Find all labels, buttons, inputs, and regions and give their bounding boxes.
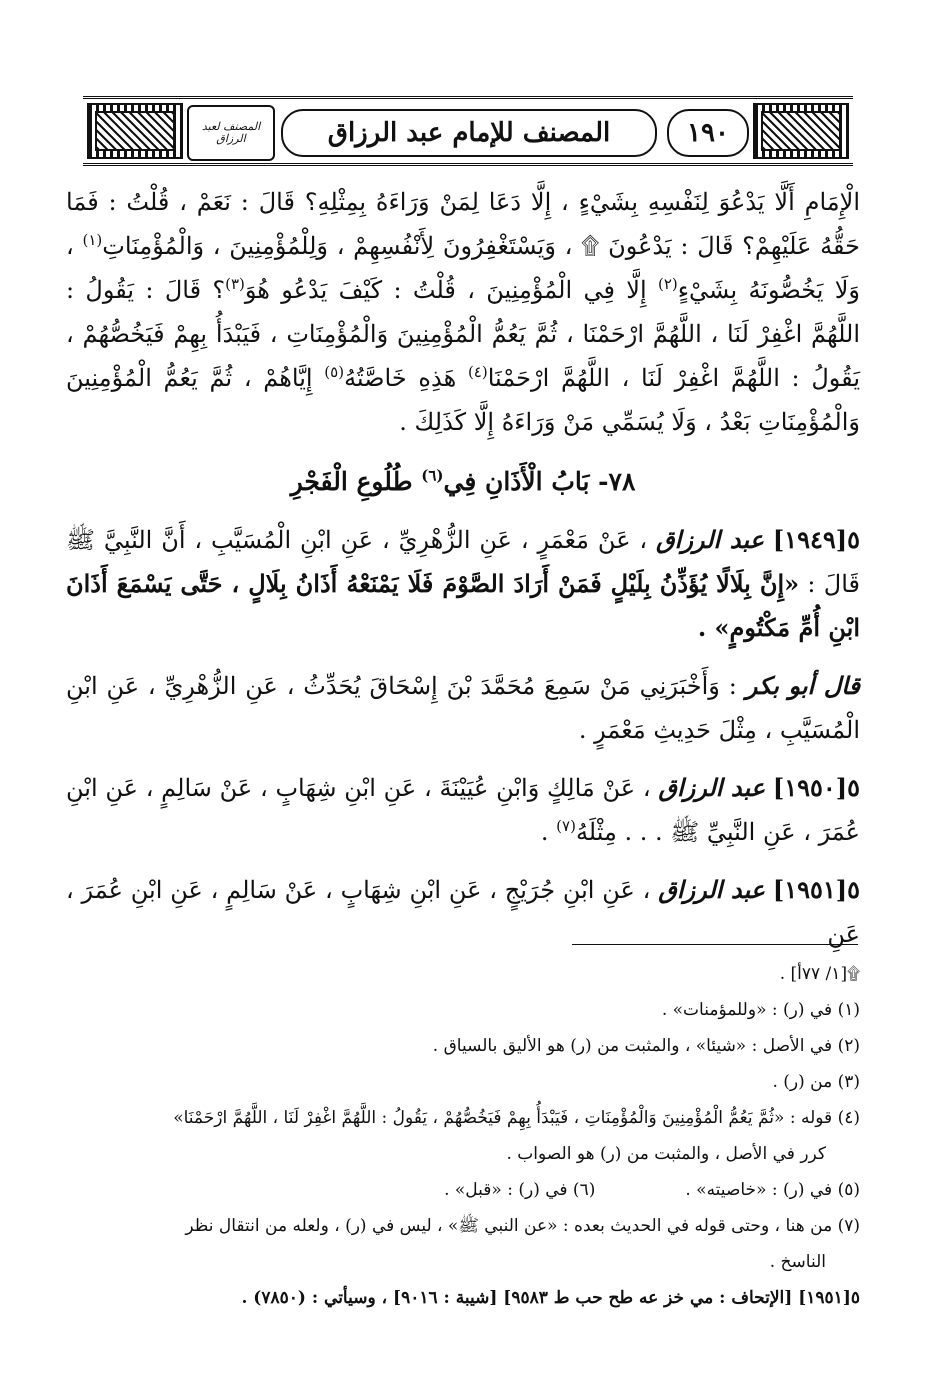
narrator: عبد الرزاق xyxy=(658,773,766,802)
hadith-number: ٥[١٩٥٠] xyxy=(772,773,860,802)
footnote-ref: (٥) xyxy=(324,363,345,381)
paragraph-continuation: الْإِمَامِ أَلَّا يَدْعُوَ لِنَفْسِهِ بِشَيْءٍ ، إِلَّا دَعَا لِمَنْ وَرَاءَهُ بِمِثْلِهِ؟ قَالَ : نَعَمْ ، قُلْتُ : فَمَا حَقُّهُ عَلَيْهِمْ؟ قَالَ : يَدْعُونَ ۩ ، وَيَسْتَغْفِرُونَ لِأَنْفُسِهِمْ ، وَلِلْمُؤْمِنِينَ ، وَالْمُؤْمِنَاتِ$^{(١)}$ ، وَلَا يَخُصُّونَهُ بِشَيْءٍ$^{(٢)}$ إِلَّا فِي الْمُؤْمِنِينَ ، قُلْتُ : كَيْفَ يَدْعُو هُوَ$^{(٣)}$؟ قَالَ : يَقُولُ : اللَّهُمَّ اغْفِرْ لَنَا ، اللَّهُمَّ ارْحَمْنَا ، ثُمَّ يَعُمُّ الْمُؤْمِنِينَ وَالْمُؤْمِنَاتِ ، فَيَبْدَأُ بِهِمْ فَيَخُصُّهُمْ ، يَقُولُ : اللَّهُمَّ اغْفِرْ لَنَا ، اللَّهُمَّ ارْحَمْنَا$^{(٤)}$ هَذِهِ خَاصَّتُهُ$^{(٥)}$ إِيَّاهُمْ ، ثُمَّ يَعُمُّ الْمُؤْمِنِينَ وَالْمُؤْمِنَاتِ بَعْدُ ، وَلَا يُسَمِّي مَنْ وَرَاءَهُ إِلَّا كَذَلِكَ . xyxy=(66,188,861,436)
footnote-7-cont: الناسخ . xyxy=(769,1252,826,1272)
footnote-ref: (١) xyxy=(82,231,103,249)
footnote-4-cont: كرر في الأصل ، والمثبت من (ر) هو الصواب . xyxy=(506,1144,826,1164)
footnote-2: (٢) في الأصل : «شيئا» ، والمثبت من (ر) هو الأليق بالسياق . xyxy=(432,1036,860,1056)
hadith-1949: ٥[١٩٤٩] عبد الرزاق ، عَنْ مَعْمَرٍ ، عَنِ الزُّهْرِيِّ ، عَنِ ابْنِ الْمُسَيَّبِ ، أَنَّ النَّبِيَّ ﷺ قَالَ : «إِنَّ بِلَالًا يُؤَذِّنُ بِلَيْلٍ فَمَنْ أَرَادَ الصَّوْمَ فَلَا يَمْنَعْهُ أَذَانُ بِلَالٍ ، حَتَّى يَسْمَعَ أَذَانَ ابْنِ أُمِّ مَكْتُومٍ» . xyxy=(66,525,860,642)
footnote-ref: (٢) xyxy=(657,275,678,293)
footnote-ref: (٧) xyxy=(556,817,576,835)
footnote-pair xyxy=(66,1172,860,1208)
chapter-heading: ٧٨- بَابُ الْأَذَانِ فِي$^{(٦)}$ طُلُوعِ الْفَجْرِ xyxy=(290,466,636,496)
ornament-right-icon xyxy=(753,103,849,159)
hadith-matn: «إِنَّ بِلَالًا يُؤَذِّنُ بِلَيْلٍ فَمَنْ أَرَادَ الصَّوْمَ فَلَا يَمْنَعْهُ أَذَانُ بِلَالٍ ، حَتَّى يَسْمَعَ أَذَانَ ابْنِ أُمِّ مَكْتُومٍ» . xyxy=(66,569,860,642)
footnote-5: (٥) في (ر) : «خاصيته» . xyxy=(685,1180,860,1200)
footnote-divider xyxy=(572,944,858,945)
folio-marker: ۩[١/ ٧٧أ] . xyxy=(779,964,860,984)
footnote-ref: (٤) xyxy=(467,363,488,381)
running-title: المصنف للإمام عبد الرزاق xyxy=(281,109,657,157)
footnote-6: (٦) في (ر) : «قبل» . xyxy=(444,1180,596,1200)
hadith-number: ٥[١٩٥١] xyxy=(772,875,860,904)
takhrij-note: ٥[١٩٥١] [الإتحاف : مي خز عه طح حب ط ٩٥٨٣] [شيبة : ٩٠١٦] ، وسيأتي : (٧٨٥٠) . xyxy=(241,1288,860,1308)
hadith-1950: ٥[١٩٥٠] عبد الرزاق ، عَنْ مَالِكٍ وَابْنِ عُيَيْنَةَ ، عَنِ ابْنِ شِهَابٍ ، عَنْ سَالِمٍ ، عَنِ ابْنِ عُمَرَ ، عَنِ النَّبِيِّ ﷺ . . . مِثْلَهُ$^{(٧)}$ . xyxy=(66,773,860,846)
main-text xyxy=(66,180,860,956)
footnote-7: (٧) من هنا ، وحتى قوله في الحديث بعده : «عن النبي ﷺ» ، ليس في (ر) ، ولعله من انتقال نظر xyxy=(185,1216,860,1236)
footnote-4: (٤) قوله : «ثُمَّ يَعُمُّ الْمُؤْمِنِينَ وَالْمُؤْمِنَاتِ ، فَيَبْدَأُ بِهِمْ فَيَخُصُّهُمْ ، يَقُولُ : اللَّهُمَّ اغْفِرْ لَنَا ، اللَّهُمَّ ارْحَمْنَا» xyxy=(173,1108,860,1128)
narrator: عبد الرزاق xyxy=(656,525,764,554)
page-header xyxy=(83,96,853,166)
narrator: عبد الرزاق xyxy=(658,875,766,904)
page-number: ١٩٠ xyxy=(667,109,749,157)
hadith-number: ٥[١٩٤٩] xyxy=(772,525,860,554)
ornament-left-icon xyxy=(87,103,183,159)
footnote-ref: (٣) xyxy=(225,275,245,293)
footnote-3: (٣) من (ر) . xyxy=(772,1072,860,1092)
hadith-1951: ٥[١٩٥١] عبد الرزاق ، عَنِ ابْنِ جُرَيْجٍ ، عَنِ ابْنِ شِهَابٍ ، عَنْ سَالِمٍ ، عَنِ ابْنِ عُمَرَ ، عَنِ xyxy=(66,875,860,948)
footnote-1: (١) في (ر) : «وللمؤمنات» . xyxy=(661,1000,860,1020)
abu-bakr-note: قال أبو بكر : وَأَخْبَرَنِي مَنْ سَمِعَ مُحَمَّدَ بْنَ إِسْحَاقَ يُحَدِّثُ ، عَنِ الزُّهْرِيِّ ، عَنِ ابْنِ الْمُسَيَّبِ ، مِثْلَ حَدِيثِ مَعْمَرٍ . xyxy=(66,671,861,744)
footnote-ref: (٦) xyxy=(421,466,444,485)
seal-logo: المصنف لعبد الرزاق xyxy=(187,105,275,161)
abu-bakr-label: قال أبو بكر xyxy=(745,671,861,700)
footnotes xyxy=(66,956,860,1316)
